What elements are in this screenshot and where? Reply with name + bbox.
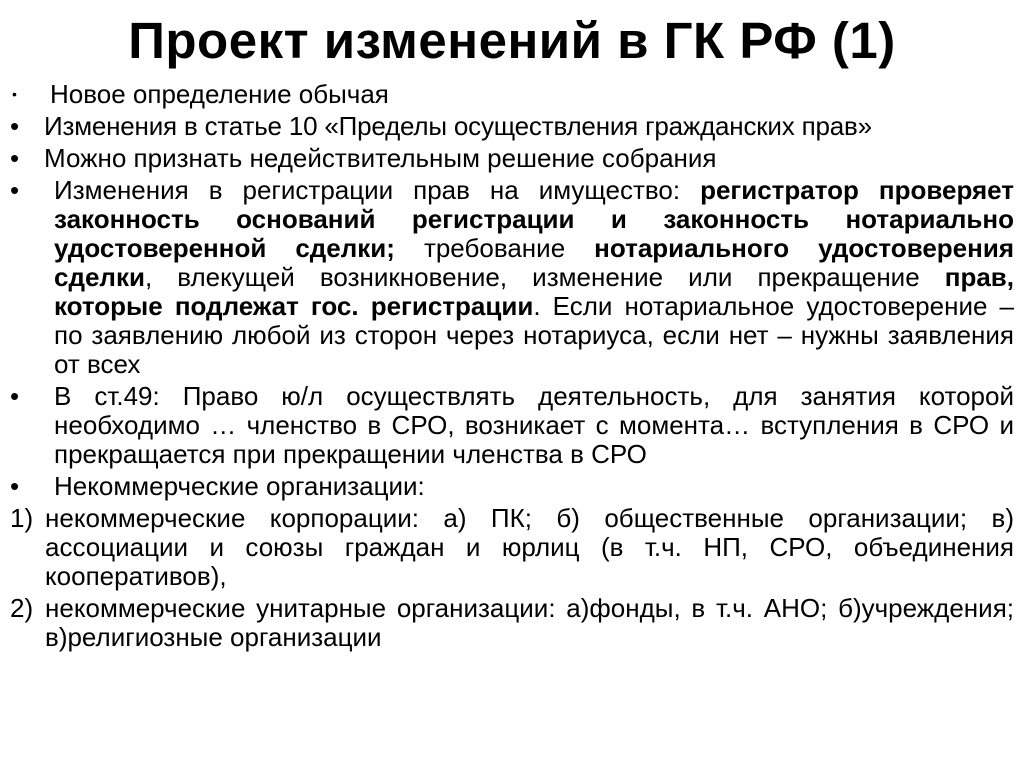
bullet-text: Можно признать недействительным решение собрания	[44, 143, 717, 173]
numbered-text: некоммерческие корпорации: а) ПК; б) общественные организации; в) ассоциации и союзы граждан и юрлиц (в т.ч. НП, СРО, объединения кооперативов),	[45, 503, 1014, 591]
bullet-text: Некоммерческие организации:	[54, 471, 425, 501]
bullet-item	[10, 144, 1014, 173]
text-run: Изменения в регистрации прав на имущество:	[54, 175, 701, 205]
bullet-marker: •	[10, 175, 20, 205]
bullet-text: Изменения в статье 10 «Пределы осуществления гражданских прав»	[44, 111, 872, 141]
bold-run: нотариального удостоверения сделки	[54, 233, 1014, 292]
text-run: . Если нотариальное удостоверение – по заявлению любой из сторон через нотариуса, если нет – нужны заявления от всех	[54, 291, 1014, 379]
bullet-text: Новое определение обычая	[50, 79, 389, 109]
bullet-item	[10, 112, 1014, 141]
bullet-item	[10, 382, 1014, 469]
bullet-marker: •	[10, 381, 20, 411]
bullet-item	[10, 176, 1014, 379]
bullet-marker: •	[10, 143, 20, 173]
bullet-text: В ст.49: Право ю/л осуществлять деятельность, для занятия которой необходимо … членство в СРО, возникает с момента… вступления в СРО и прекращается при прекращении членства в СРО	[54, 381, 1014, 469]
bullet-marker: •	[10, 111, 20, 141]
numbered-item	[10, 504, 1014, 591]
item-number: 2)	[10, 593, 34, 623]
numbered-text: некоммерческие унитарные организации: а)фонды, в т.ч. АНО; б)учреждения; в)религиозные организации	[45, 593, 1014, 652]
bold-run: регистратор проверяет законность оснований регистрации и законность нотариально удостоверенной сделки;	[54, 175, 1015, 263]
text-run: требование	[394, 233, 595, 263]
bold-run: прав, которые подлежат гос. регистрации	[54, 262, 1014, 321]
numbered-item	[10, 594, 1014, 652]
slide-title: Проект изменений в ГК РФ (1)	[128, 12, 896, 69]
bullet-item	[10, 472, 1014, 501]
bullet-marker: •	[12, 86, 17, 102]
bullet-marker: •	[10, 471, 20, 501]
text-run: , влекущей возникновение, изменение или прекращение	[144, 262, 945, 292]
bullet-item	[10, 80, 1014, 109]
item-number: 1)	[10, 503, 34, 533]
slide-body	[10, 80, 1014, 655]
bullet-text	[44, 176, 1014, 379]
